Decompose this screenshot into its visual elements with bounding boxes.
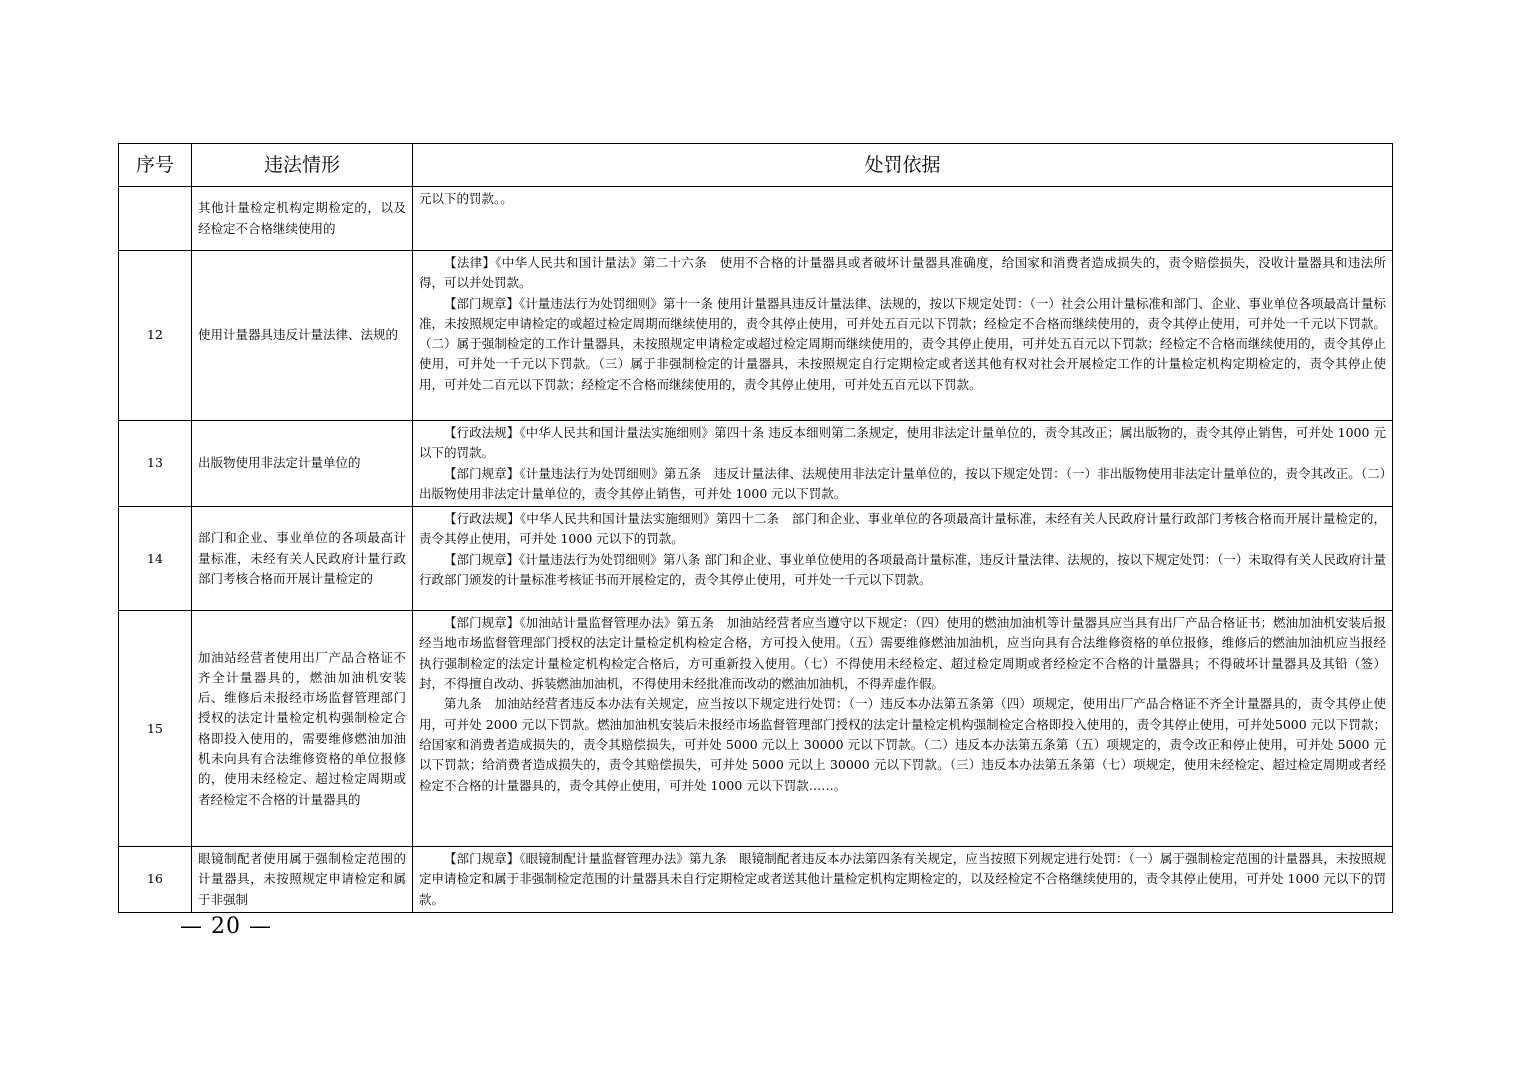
table-row (119, 611, 1393, 847)
basis-paragraph: 【部门规章】《计量违法行为处罚细则》第十一条 使用计量器具违反计量法律、法规的，按以下规定处罚：（一）社会公用计量标准和部门、企业、事业单位各项最高计量标准，未按照规定申请检定的或超过检定周期而继续使用的，责令其停止使用，可并处五百元以下罚款；经检定不合格而继续使用的，责令其停止使用，可并处一千元以下罚款。（二）属于强制检定的工作计量器具，未按照规定申请检定或超过检定周期而继续使用的，责令其停止使用，可并处五百元以下罚款；经检定不合格而继续使用的，责令其停止使用，可并处一千元以下罚款。（三）属于非强制检定的计量器具，未按照规定自行定期检定或者送其他有权对社会开展检定工作的计量检定机构定期检定的，责令其停止使用，可并处二百元以下罚款；经检定不合格而继续使用的，责令其停止使用，可并处五百元以下罚款。 (419, 295, 1386, 392)
table-row (119, 421, 1393, 507)
row-number: 14 (119, 507, 192, 611)
page-number: — 20 — (180, 914, 272, 939)
violation-cell: 部门和企业、事业单位的各项最高计量标准，未经有关人民政府计量行政部门考核合格而开展计量检定的 (192, 507, 413, 611)
violation-cell: 使用计量器具违反计量法律、法规的 (192, 251, 413, 421)
basis-paragraph: 【部门规章】《加油站计量监督管理办法》第五条 加油站经营者应当遵守以下规定：（四）使用的燃油加油机等计量器具应当具有出厂产品合格证书；燃油加油机安装后报经当地市场监督管理部门授权的法定计量检定机构检定合格，方可投入使用。（五）需要维修燃油加油机，应当向具有合法维修资格的单位报修，维修后的燃油加油机应当报经执行强制检定的法定计量检定机构检定合格后，方可重新投入使用。（七）不得使用未经检定、超过检定周期或者经检定不合格的计量器具；不得破坏计量器具及其铅（签）封，不得擅自改动、拆装燃油加油机，不得使用未经批准而改动的燃油加油机，不得弄虚作假。 (419, 615, 1386, 692)
table-header-row (119, 144, 1393, 187)
penalty-basis-cell (413, 421, 1393, 507)
basis-paragraph: 【行政法规】《中华人民共和国计量法实施细则》第四十二条 部门和企业、事业单位的各项最高计量标准，未经有关人民政府计量行政部门考核合格而开展计量检定的，责令其停止使用，可并处 1000 元以下的罚款。 (419, 511, 1386, 547)
row-number: 13 (119, 421, 192, 507)
table-row (119, 251, 1393, 421)
basis-paragraph: 第九条 加油站经营者违反本办法有关规定，应当按以下规定进行处罚：（一）违反本办法第五条第（四）项规定，使用出厂产品合格证不齐全计量器具的，责令其停止使用，可并处 2000 元以下罚款。燃油加油机安装后未报经市场监督管理部门授权的法定计量检定机构强制检定合格即投入使用的，责令其停止使用，可并处5000 元以下罚款；给国家和消费者造成损失的，责令其赔偿损失，可并处 5000 元以上 30000 元以下罚款。（二）违反本办法第五条第（五）项规定的，责令改正和停止使用，可并处 5000 元以下罚款；给消费者造成损失的，责令其赔偿损失，可并处 5000 元以上 30000 元以下罚款。（三）违反本办法第五条第（七）项规定，使用未经检定、超过检定周期或者经检定不合格的计量器具的，责令其停止使用，可并处 1000 元以下罚款……。 (419, 696, 1386, 793)
violation-cell: 加油站经营者使用出厂产品合格证不齐全计量器具的，燃油加油机安装后、维修后未报经市场监督管理部门授权的法定计量检定机构强制检定合格即投入使用的，需要维修燃油加油机未向具有合法维修资格的单位报修的，使用未经检定、超过检定周期或者经检定不合格的计量器具的 (192, 611, 413, 847)
table-row (119, 187, 1393, 251)
basis-paragraph: 【部门规章】《计量违法行为处罚细则》第八条 部门和企业、事业单位使用的各项最高计量标准，违反计量法律、法规的，按以下规定处罚：（一）未取得有关人民政府计量行政部门颁发的计量标准考核证书而开展检定的，责令其停止使用，可并处一千元以下罚款。 (419, 551, 1386, 588)
penalty-table (118, 143, 1393, 913)
header-penalty-basis: 处罚依据 (413, 144, 1393, 187)
violation-cell: 眼镜制配者使用属于强制检定范围的计量器具，未按照规定申请检定和属于非强制 (192, 847, 413, 913)
penalty-basis-cell (413, 251, 1393, 421)
penalty-basis-cell (413, 847, 1393, 913)
row-number: 15 (119, 611, 192, 847)
basis-paragraph: 【行政法规】《中华人民共和国计量法实施细则》第四十条 违反本细则第二条规定，使用非法定计量单位的，责令其改正；属出版物的，责令其停止销售，可并处 1000 元以下的罚款。 (419, 425, 1386, 461)
penalty-basis-cell (413, 611, 1393, 847)
header-violation: 违法情形 (192, 144, 413, 187)
header-serial-number: 序号 (119, 144, 192, 187)
table-row (119, 507, 1393, 611)
basis-paragraph: 【部门规章】《计量违法行为处罚细则》第五条 违反计量法律、法规使用非法定计量单位的，按以下规定处罚：（一）非出版物使用非法定计量单位的，责令其改正。（二）出版物使用非法定计量单位的，责令其停止销售，可并处 1000 元以下罚款。 (419, 465, 1386, 501)
penalty-basis-cell (413, 507, 1393, 611)
penalty-basis-cell (413, 187, 1393, 251)
basis-paragraph: 【法律】《中华人民共和国计量法》第二十六条 使用不合格的计量器具或者破坏计量器具准确度，给国家和消费者造成损失的，责令赔偿损失，没收计量器具和违法所得，可以并处罚款。 (419, 255, 1386, 291)
row-number (119, 187, 192, 251)
basis-paragraph: 元以下的罚款。。 (419, 191, 513, 206)
table-row (119, 847, 1393, 913)
violation-cell: 出版物使用非法定计量单位的 (192, 421, 413, 507)
row-number: 12 (119, 251, 192, 421)
basis-paragraph: 【部门规章】《眼镜制配计量监督管理办法》第九条 眼镜制配者违反本办法第四条有关规定，应当按照下列规定进行处罚：（一）属于强制检定范围的计量器具，未按照规定申请检定和属于非强制检定范围的计量器具未自行定期检定或者送其他计量检定机构定期检定的，以及经检定不合格继续使用的，责令其停止使用，可并处 1000 元以下的罚款。 (419, 851, 1386, 907)
row-number: 16 (119, 847, 192, 913)
violation-cell: 其他计量检定机构定期检定的，以及经检定不合格继续使用的 (192, 187, 413, 251)
